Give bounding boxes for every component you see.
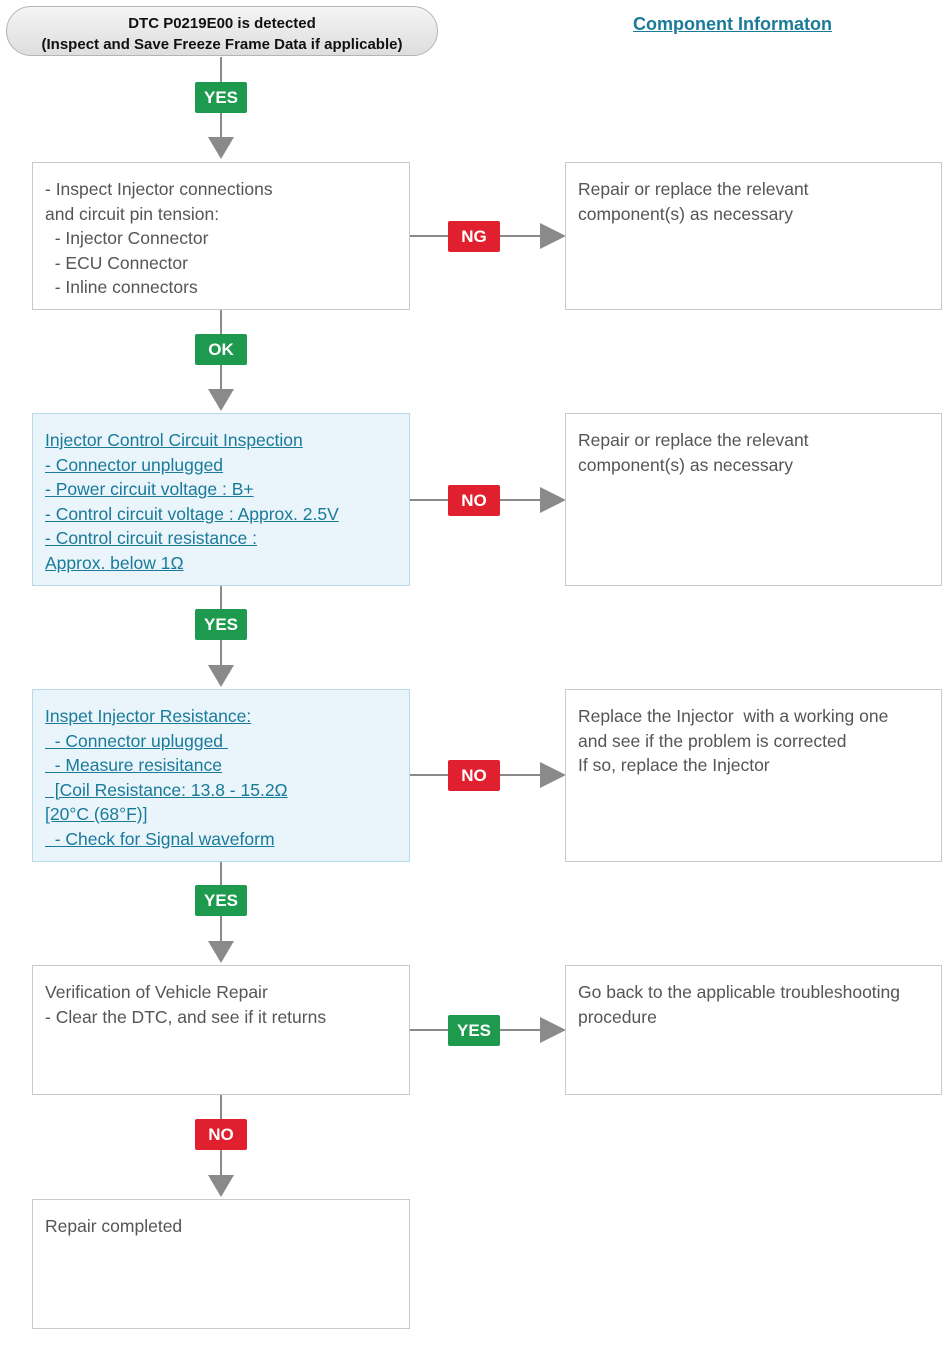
arrow-down-icon [208,1175,234,1197]
yes-badge: YES [195,82,247,113]
step-link-text[interactable]: - Power circuit voltage : B+ [45,479,254,500]
no-badge: NO [195,1119,247,1150]
yes-badge: YES [448,1015,500,1046]
step-text: Repair completed [45,1216,183,1236]
result-text: Repair or replace the relevant [578,179,809,199]
step-text: Verification of Vehicle Repair [45,982,268,1002]
step-link-text[interactable]: - Connector unplugged [45,454,224,475]
step-link-text[interactable]: - Check for Signal waveform [45,828,275,849]
step-inspect-connections [32,162,410,310]
step-verification [32,965,410,1095]
ok-badge: OK [195,334,247,365]
step-text: - Injector Connector [45,228,209,249]
result-text: Repair or replace the relevant [578,430,809,450]
step-repair-completed [32,1199,410,1329]
step-link-text[interactable]: - Control circuit voltage : Approx. 2.5V [45,503,339,524]
step-link-text[interactable]: Injector Control Circuit Inspection [45,430,303,450]
step-text: - Clear the DTC, and see if it returns [45,1006,327,1027]
no-badge: NO [448,485,500,516]
result-text: Go back to the applicable troubleshooting [578,982,901,1002]
start-node [6,6,438,56]
start-title: DTC P0219E00 is detected [128,15,316,32]
yes-badge: YES [195,885,247,916]
result-text: component(s) as necessary [578,203,793,224]
step-link-text[interactable]: - Control circuit resistance : [45,528,258,549]
arrow-down-icon [208,665,234,687]
result-repair-replace [565,162,942,310]
result-replace-injector [565,689,942,862]
arrow-right-icon [540,762,566,788]
result-go-back [565,965,942,1095]
step-link-text[interactable]: - Measure resisitance [45,755,223,776]
arrow-down-icon [208,389,234,411]
result-text: Replace the Injector with a working one [578,706,889,726]
result-text: If so, replace the Injector [578,755,770,776]
step-link-text[interactable]: [20°C (68°F)] [45,804,148,825]
step-control-circuit-inspection[interactable] [32,413,410,586]
result-repair-replace [565,413,942,586]
result-text: component(s) as necessary [578,454,793,475]
step-link-text[interactable]: - Connector uplugged [45,730,228,751]
arrow-right-icon [540,1017,566,1043]
arrow-down-icon [208,941,234,963]
step-text: - Inspect Injector connections [45,179,273,199]
step-text: and circuit pin tension: [45,203,220,224]
step-injector-resistance[interactable] [32,689,410,862]
component-information-link[interactable]: Component Informaton [633,14,832,34]
ng-badge: NG [448,221,500,252]
step-link-text[interactable]: Inspet Injector Resistance: [45,706,252,726]
start-subtitle: (Inspect and Save Freeze Frame Data if applicable) [41,36,403,53]
step-link-text[interactable]: [Coil Resistance: 13.8 - 15.2Ω [45,779,288,800]
step-link-text[interactable]: Approx. below 1Ω [45,552,184,573]
result-text: procedure [578,1006,657,1027]
arrow-down-icon [208,137,234,159]
arrow-right-icon [540,223,566,249]
arrow-right-icon [540,487,566,513]
yes-badge: YES [195,609,247,640]
result-text: and see if the problem is corrected [578,730,847,751]
no-badge: NO [448,760,500,791]
step-text: - ECU Connector [45,252,188,273]
step-text: - Inline connectors [45,277,198,298]
